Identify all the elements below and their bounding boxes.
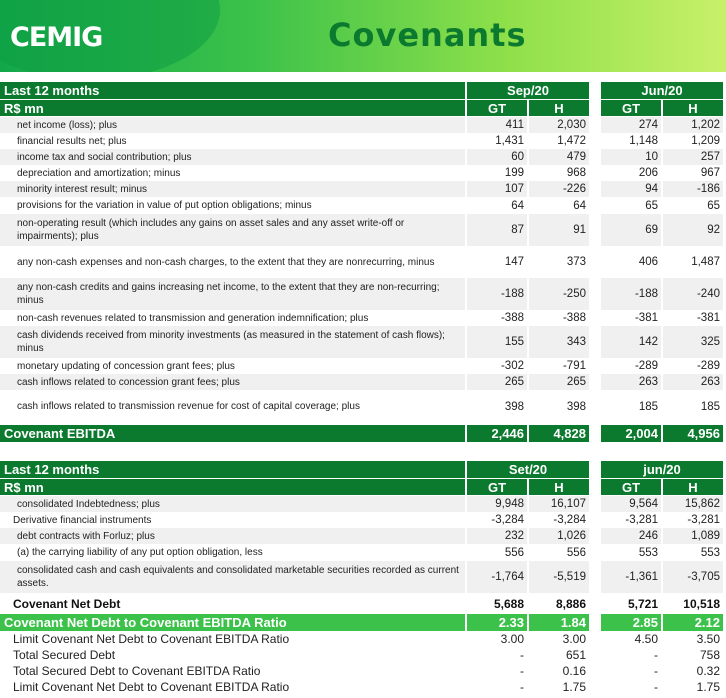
- column-gap: [589, 246, 601, 278]
- value-h-current: 3.00: [562, 632, 586, 646]
- value-gt-current: 3.00: [500, 632, 524, 646]
- table-row: [0, 214, 726, 246]
- column-gap: [589, 425, 601, 442]
- value-gt-current: 398: [504, 400, 524, 413]
- table-row: [0, 390, 726, 423]
- value-gt-previous: -1,361: [601, 561, 661, 593]
- value-gt-current: 155: [467, 326, 527, 358]
- row-label: Limit Covenant Net Debt to Covenant EBITDA Ratio: [13, 632, 290, 646]
- value-h-previous: 263: [663, 374, 723, 390]
- value-h-previous: 967: [700, 167, 720, 179]
- column-gap: [589, 358, 601, 374]
- value-gt-current: 232: [467, 528, 527, 544]
- value-h-previous: 0.32: [696, 664, 720, 678]
- row-label: provisions for the variation in value of put option obligations; minus: [17, 200, 312, 211]
- column-gap: [589, 374, 601, 390]
- row-label: Covenant Net Debt: [13, 597, 121, 611]
- column-gap: [589, 100, 601, 116]
- row-label: non-cash revenues related to transmission and generation indemnification; plus: [17, 312, 369, 324]
- value-h-previous: 1,089: [663, 528, 723, 544]
- column-gap: [589, 647, 601, 663]
- row-label: Total Secured Debt: [13, 648, 116, 662]
- table-row: [0, 561, 726, 593]
- table-row: [0, 512, 726, 528]
- value-h-previous: 10,518: [683, 597, 720, 611]
- table-row: [0, 278, 726, 310]
- value-gt-current: -: [520, 680, 524, 694]
- value-h-current: 651: [565, 648, 586, 662]
- value-gt-current: -188: [467, 278, 527, 310]
- value-gt-previous: -381: [634, 312, 658, 324]
- table-header-columns: [0, 100, 726, 116]
- value-h-current: 2,030: [529, 117, 589, 133]
- table-row: [0, 197, 726, 214]
- row-label: minority interest result; minus: [0, 181, 465, 197]
- column-gap: [589, 479, 601, 495]
- cemig-logo: CEMIG: [10, 22, 103, 53]
- value-h-previous: 553: [700, 546, 720, 559]
- value-h-current: 479: [529, 149, 589, 165]
- row-label: consolidated cash and cash equivalents and consolidated marketable securities recorded as current assets.: [0, 561, 465, 593]
- column-gap: [589, 390, 601, 423]
- period-previous: Jun/20: [601, 82, 723, 99]
- table-row: [0, 496, 726, 512]
- table-row: [0, 374, 726, 390]
- col-gt-previous: GT: [601, 100, 661, 116]
- table-header-period: [0, 82, 726, 99]
- row-label: Covenant EBITDA: [0, 425, 465, 442]
- column-gap: [589, 595, 601, 613]
- value-h-current: 373: [566, 256, 586, 268]
- value-h-previous: 325: [663, 326, 723, 358]
- value-h-previous: 2.12: [663, 614, 723, 631]
- value-h-current: 1.75: [562, 680, 586, 694]
- column-gap: [589, 117, 601, 133]
- period-current: Set/20: [467, 461, 589, 478]
- value-gt-previous: -: [654, 664, 658, 678]
- column-gap: [589, 528, 601, 544]
- value-gt-current: 2,446: [467, 425, 527, 442]
- value-gt-current: -3,284: [491, 514, 524, 526]
- column-gap: [589, 197, 601, 214]
- row-label: Derivative financial instruments: [13, 514, 152, 526]
- value-gt-current: 107: [467, 181, 527, 197]
- value-h-previous: 1,209: [691, 135, 720, 147]
- value-h-previous: 185: [700, 400, 720, 413]
- value-gt-previous: 5,721: [627, 597, 658, 611]
- table-title: Last 12 months: [0, 461, 465, 478]
- col-gt-current: GT: [467, 100, 527, 116]
- value-h-current: 1,026: [529, 528, 589, 544]
- column-gap: [589, 165, 601, 181]
- row-label: net income (loss); plus: [0, 117, 465, 133]
- row-label: cash inflows related to transmission revenue for cost of capital coverage; plus: [17, 401, 360, 412]
- column-gap: [589, 149, 601, 165]
- col-h-previous: H: [663, 100, 723, 116]
- value-h-current: 343: [529, 326, 589, 358]
- value-gt-current: 2.33: [467, 614, 527, 631]
- value-gt-previous: 9,564: [601, 496, 661, 512]
- value-h-current: 91: [529, 214, 589, 246]
- value-gt-previous: 142: [601, 326, 661, 358]
- value-gt-current: 411: [467, 117, 527, 133]
- col-h-previous: H: [663, 479, 723, 495]
- unit-label: R$ mn: [0, 479, 465, 495]
- column-gap: [589, 544, 601, 561]
- value-h-current: 8,886: [555, 597, 586, 611]
- value-gt-current: 147: [504, 256, 524, 268]
- value-h-previous: 1,487: [691, 256, 720, 268]
- value-h-previous: 92: [663, 214, 723, 246]
- column-gap: [589, 310, 601, 326]
- row-label: Total Secured Debt to Covenant EBITDA Ratio: [13, 664, 261, 678]
- value-gt-previous: 2,004: [601, 425, 661, 442]
- table-row: [0, 528, 726, 544]
- value-gt-current: 64: [511, 199, 524, 212]
- covenant-ratio-row: [0, 614, 726, 631]
- table-row: [0, 663, 726, 679]
- col-gt-previous: GT: [601, 479, 661, 495]
- column-gap: [589, 679, 601, 695]
- value-h-previous: -289: [696, 360, 720, 372]
- value-h-previous: -3,281: [687, 514, 720, 526]
- header-banner: [0, 0, 726, 72]
- value-gt-current: 9,948: [467, 496, 527, 512]
- column-gap: [589, 631, 601, 647]
- column-gap: [589, 561, 601, 593]
- value-gt-previous: -: [654, 680, 658, 694]
- row-label: financial results net; plus: [17, 135, 127, 147]
- row-label: debt contracts with Forluz; plus: [0, 528, 465, 544]
- value-h-previous: -186: [663, 181, 723, 197]
- row-label: monetary updating of concession grant fees; plus: [17, 360, 235, 372]
- table-header-columns: [0, 479, 726, 495]
- table-row: [0, 679, 726, 695]
- value-gt-previous: 206: [638, 167, 658, 179]
- row-label: non-operating result (which includes any gains on asset sales and any asset write-off or impairments); plus: [0, 214, 465, 246]
- value-h-current: -3,284: [553, 514, 586, 526]
- row-label: any non-cash expenses and non-cash charges, to the extent that they are nonrecurring, minus: [17, 256, 435, 268]
- value-h-current: 16,107: [529, 496, 589, 512]
- value-h-current: -226: [529, 181, 589, 197]
- page-title: Covenants: [328, 16, 527, 54]
- column-gap: [589, 663, 601, 679]
- value-gt-previous: 406: [638, 256, 658, 268]
- value-h-previous: -381: [696, 312, 720, 324]
- value-h-current: 4,828: [529, 425, 589, 442]
- value-gt-current: -302: [500, 360, 524, 372]
- value-gt-previous: 10: [601, 149, 661, 165]
- value-gt-previous: 2.85: [601, 614, 661, 631]
- value-h-current: 64: [573, 199, 586, 212]
- col-h-current: H: [529, 100, 589, 116]
- table-row: [0, 326, 726, 358]
- table-row: [0, 149, 726, 165]
- column-gap: [589, 326, 601, 358]
- value-gt-previous: -289: [634, 360, 658, 372]
- column-gap: [589, 512, 601, 528]
- covenant-ebitda-row: [0, 425, 726, 442]
- value-gt-previous: -3,281: [625, 514, 658, 526]
- row-label: Limit Covenant Net Debt to Covenant EBITDA Ratio: [13, 680, 290, 694]
- value-h-previous: -3,705: [663, 561, 723, 593]
- table-row: [0, 117, 726, 133]
- value-gt-previous: 274: [601, 117, 661, 133]
- table-row: [0, 358, 726, 374]
- row-label: cash inflows related to concession grant fees; plus: [0, 374, 465, 390]
- value-gt-current: 5,688: [493, 597, 524, 611]
- value-h-current: -250: [529, 278, 589, 310]
- row-label: depreciation and amortization; minus: [17, 167, 181, 179]
- row-label: consolidated Indebtedness; plus: [0, 496, 465, 512]
- table-row: [0, 181, 726, 197]
- table-title: Last 12 months: [0, 82, 465, 99]
- value-h-current: 398: [566, 400, 586, 413]
- row-label: (a) the carrying liability of any put option obligation, less: [17, 547, 263, 558]
- value-gt-current: 1,431: [495, 135, 524, 147]
- column-gap: [589, 82, 601, 99]
- value-gt-current: -: [520, 664, 524, 678]
- value-h-current: -791: [562, 360, 586, 372]
- column-gap: [589, 461, 601, 478]
- value-h-current: -5,519: [529, 561, 589, 593]
- column-gap: [589, 214, 601, 246]
- value-h-current: -388: [562, 312, 586, 324]
- table-row: [0, 165, 726, 181]
- table-row: [0, 133, 726, 149]
- value-gt-current: 60: [467, 149, 527, 165]
- value-h-current: 1.84: [529, 614, 589, 631]
- value-gt-previous: 69: [601, 214, 661, 246]
- table-header-period: [0, 461, 726, 478]
- value-h-current: 968: [566, 167, 586, 179]
- row-label: cash dividends received from minority investments (as measured in the statement of cash flows); minus: [0, 326, 465, 358]
- value-gt-current: 556: [504, 546, 524, 559]
- row-label: income tax and social contribution; plus: [0, 149, 465, 165]
- value-h-previous: 1.75: [696, 680, 720, 694]
- column-gap: [589, 181, 601, 197]
- value-h-previous: 1,202: [663, 117, 723, 133]
- period-previous: jun/20: [601, 461, 723, 478]
- value-gt-previous: 1,148: [629, 135, 658, 147]
- value-h-previous: -240: [663, 278, 723, 310]
- table-row: [0, 310, 726, 326]
- row-label: any non-cash credits and gains increasing net income, to the extent that they are non-recurring; minus: [0, 278, 465, 310]
- value-h-previous: 4,956: [663, 425, 723, 442]
- value-gt-previous: 185: [638, 400, 658, 413]
- column-gap: [589, 133, 601, 149]
- value-h-previous: 3.50: [696, 632, 720, 646]
- table-row: [0, 631, 726, 647]
- value-gt-previous: 94: [601, 181, 661, 197]
- value-gt-previous: -188: [601, 278, 661, 310]
- col-gt-current: GT: [467, 479, 527, 495]
- value-gt-current: 199: [504, 167, 524, 179]
- value-h-current: 265: [529, 374, 589, 390]
- value-gt-current: -: [520, 648, 524, 662]
- column-gap: [589, 614, 601, 631]
- value-gt-current: -1,764: [467, 561, 527, 593]
- value-gt-current: 265: [467, 374, 527, 390]
- value-gt-previous: 553: [638, 546, 658, 559]
- value-gt-current: -388: [500, 312, 524, 324]
- value-gt-current: 87: [467, 214, 527, 246]
- row-label: Covenant Net Debt to Covenant EBITDA Ratio: [0, 614, 465, 631]
- covenant-net-debt-row: [0, 595, 726, 613]
- value-h-previous: 15,862: [663, 496, 723, 512]
- value-gt-previous: 65: [645, 199, 658, 212]
- column-gap: [589, 496, 601, 512]
- column-gap: [589, 278, 601, 310]
- table-row: [0, 246, 726, 278]
- value-gt-previous: 246: [601, 528, 661, 544]
- value-gt-previous: 4.50: [634, 632, 658, 646]
- value-h-previous: 65: [707, 199, 720, 212]
- value-gt-previous: 263: [601, 374, 661, 390]
- value-h-current: 1,472: [557, 135, 586, 147]
- table-row: [0, 647, 726, 663]
- col-h-current: H: [529, 479, 589, 495]
- unit-label: R$ mn: [0, 100, 465, 116]
- value-gt-previous: -: [654, 648, 658, 662]
- value-h-previous: 257: [663, 149, 723, 165]
- period-current: Sep/20: [467, 82, 589, 99]
- value-h-current: 0.16: [562, 664, 586, 678]
- table-row: [0, 544, 726, 561]
- value-h-current: 556: [566, 546, 586, 559]
- value-h-previous: 758: [699, 648, 720, 662]
